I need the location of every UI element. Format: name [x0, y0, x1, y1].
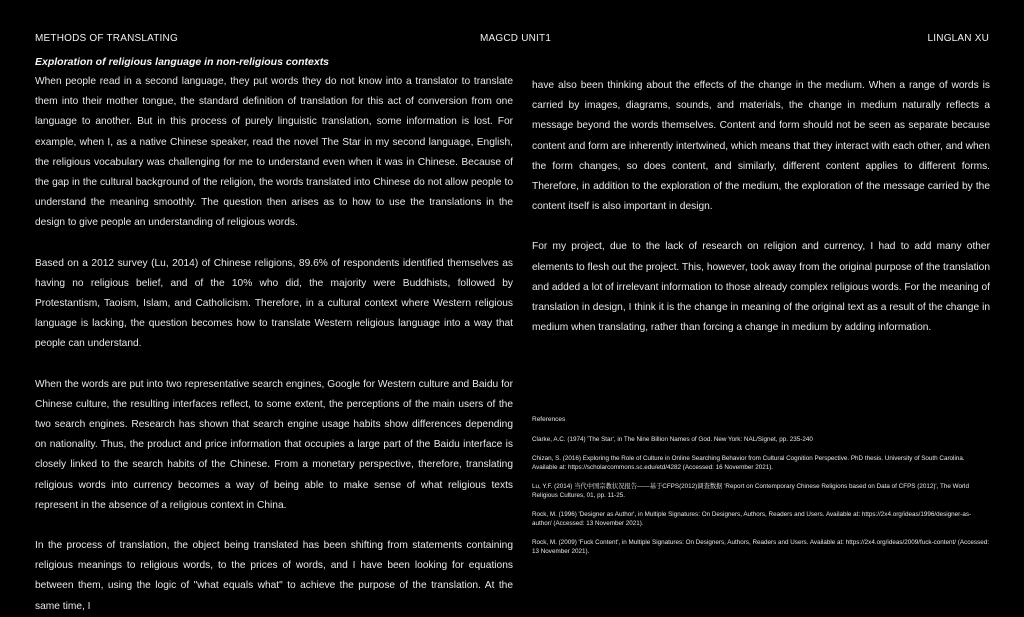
left-column: [35, 56, 513, 617]
header-course-title: METHODS OF TRANSLATING: [35, 33, 178, 44]
references-section: [532, 416, 990, 566]
references-heading: References: [532, 416, 566, 423]
reference-item: Clarke, A.C. (1974) 'The Star', in The Nine Billion Names of God. New York: NAL/Signet, pp. 235-240: [532, 436, 813, 443]
paragraph: In the process of translation, the object being translated has been shifting from statements containing religious meanings to religious words, to the prices of words, and I have been looking for equations between them, using the logic of "what equals what" to achieve the purpose of the translation. At the same time, I: [35, 540, 513, 612]
reference-item: Rock, M. (1996) 'Designer as Author', in Multiple Signatures: On Designers, Authors, Readers and Users. Available at: https://2x4.org/ideas/1996/designer-as-author/ (Accessed: 13 November 2021).: [532, 510, 972, 527]
paragraph: For my project, due to the lack of research on religion and currency, I had to add many other elements to flesh out the project. This, however, took away from the original purpose of the translation and added a lot of irrelevant information to those already complex religious words. For the meaning of translation in design, I think it is the change in meaning of the original text as a result of the change in medium when translating, rather than forcing a change in medium by adding information.: [532, 241, 990, 334]
reference-item: Rock, M. (2009) 'Fuck Content', in Multiple Signatures: On Designers, Authors, Readers and Users. Available at: https://2x4.org/ideas/2009/fuck-content/ (Accessed: 13 November 2021).: [532, 538, 989, 555]
paragraph: When the words are put into two representative search engines, Google for Western culture and Baidu for Chinese culture, the resulting interfaces reflect, to some extent, the perceptions of the main users of the two search engines. Research has shown that search engine usage habits show differences depending on nationality. Thus, the product and price information that occupies a large part of the Baidu interface is closely linked to the search habits of the Chinese. From a monetary perspective, therefore, translating religious words into currency becomes a way of being able to make sense of what religious texts represent in the absence of a religious context in China.: [35, 378, 513, 511]
paragraph: When people read in a second language, they put words they do not know into a translator to translate them into their mother tongue, the standard definition of translation for this act of conversion from one language to another. But in this process of purely linguistic translation, some information is lost. For example, when I, as a native Chinese speaker, read the novel The Star in my second language, English, the religious vocabulary was challenging for me to understand even when it was in Chinese. Because of the gap in the cultural background of the religion, the words translated into Chinese do not allow people to understand the meaning smoothly. The question then arises as to how to use the translations in the design to give people an understanding of religious words.: [35, 76, 513, 229]
header-unit: MAGCD UNIT1: [480, 33, 552, 44]
paragraph: Based on a 2012 survey (Lu, 2014) of Chinese religions, 89.6% of respondents identified themselves as having no religious belief, and of the 10% who did, the majority were Buddhists, followed by Protestantism, Taoism, Islam, and Catholicism. Therefore, in a cultural context where Western religious language is lacking, the question becomes how to translate Western religious language into a way that people can understand.: [35, 257, 513, 350]
header-author: LINGLAN XU: [927, 33, 989, 44]
section-title: Exploration of religious language in non-religious contexts: [35, 56, 330, 68]
right-column: [532, 76, 990, 338]
paragraph: have also been thinking about the effects of the change in the medium. When a range of words is carried by images, diagrams, sounds, and materials, the change in medium naturally reflects a message beyond the words themselves. Content and form should not be seen as separate because content and form are inherently intertwined, which means that they interact with each other, and when the form changes, so does content, and similarly, different content applies to different forms. Therefore, in addition to the exploration of the medium, the exploration of the message carried by the content itself is also important in design.: [532, 80, 990, 213]
reference-item: Chizan, S. (2016) Exploring the Role of Culture in Online Searching Behavior from Cultural Cognition Perspective. PhD thesis. University of South Carolina. Available at: https://scholarcommons.sc.edu/etd/4282 (Accessed: 16 November 2021).: [532, 454, 965, 471]
reference-item: Lu, Y.F. (2014) 当代中国宗教状况报告——基于CFPS(2012)调查数据 'Report on Contemporary Chinese Religions based on Data of CFPS (2012)', The World Religious Cultures, 01, pp. 11-25.: [532, 482, 969, 499]
